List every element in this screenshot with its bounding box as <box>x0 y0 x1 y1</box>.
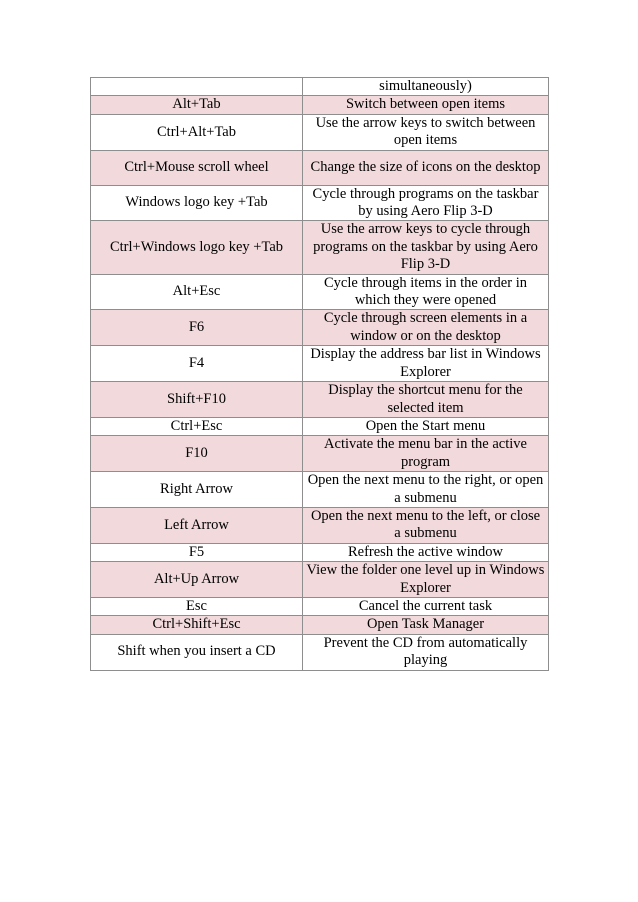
table-row <box>91 96 549 114</box>
table-row <box>91 382 549 418</box>
shortcut-key-cell: F6 <box>91 310 303 346</box>
table-row <box>91 78 549 96</box>
shortcut-description-cell: Open the next menu to the right, or open a submenu <box>303 472 549 508</box>
table-row <box>91 114 549 150</box>
shortcut-description-cell: Open Task Manager <box>303 616 549 634</box>
shortcut-key-cell: Esc <box>91 597 303 615</box>
shortcut-description-cell: Cycle through screen elements in a window or on the desktop <box>303 310 549 346</box>
shortcut-description-cell: Open the next menu to the left, or close a submenu <box>303 507 549 543</box>
shortcut-key-cell: Alt+Esc <box>91 274 303 310</box>
shortcut-description-cell: View the folder one level up in Windows Explorer <box>303 562 549 598</box>
table-row <box>91 436 549 472</box>
shortcut-description-cell: Cycle through items in the order in which they were opened <box>303 274 549 310</box>
table-row <box>91 221 549 274</box>
shortcut-key-cell: F4 <box>91 346 303 382</box>
shortcut-key-cell: Ctrl+Windows logo key +Tab <box>91 221 303 274</box>
shortcut-key-cell: Ctrl+Alt+Tab <box>91 114 303 150</box>
table-row <box>91 185 549 221</box>
table-row <box>91 346 549 382</box>
shortcut-description-cell: Cancel the current task <box>303 597 549 615</box>
table-row <box>91 472 549 508</box>
shortcut-description-cell: Switch between open items <box>303 96 549 114</box>
shortcut-key-cell: Shift+F10 <box>91 382 303 418</box>
shortcut-description-cell: Activate the menu bar in the active program <box>303 436 549 472</box>
shortcut-key-cell <box>91 78 303 96</box>
shortcut-description-cell: Use the arrow keys to cycle through programs on the taskbar by using Aero Flip 3-D <box>303 221 549 274</box>
shortcut-description-cell: Use the arrow keys to switch between open items <box>303 114 549 150</box>
shortcut-key-cell: F10 <box>91 436 303 472</box>
table-row <box>91 562 549 598</box>
shortcut-key-cell: Shift when you insert a CD <box>91 634 303 670</box>
table-row <box>91 597 549 615</box>
shortcut-description-cell: Change the size of icons on the desktop <box>303 150 549 185</box>
shortcut-key-cell: Alt+Tab <box>91 96 303 114</box>
shortcut-key-cell: Windows logo key +Tab <box>91 185 303 221</box>
keyboard-shortcuts-table <box>90 77 549 671</box>
shortcut-key-cell: Ctrl+Esc <box>91 417 303 435</box>
shortcut-description-cell: Prevent the CD from automatically playing <box>303 634 549 670</box>
shortcut-key-cell: Ctrl+Mouse scroll wheel <box>91 150 303 185</box>
shortcut-description-cell: Refresh the active window <box>303 543 549 561</box>
table-row <box>91 616 549 634</box>
shortcut-key-cell: Alt+Up Arrow <box>91 562 303 598</box>
shortcut-description-cell: simultaneously) <box>303 78 549 96</box>
shortcut-description-cell: Display the address bar list in Windows Explorer <box>303 346 549 382</box>
table-row <box>91 417 549 435</box>
shortcut-description-cell: Display the shortcut menu for the selected item <box>303 382 549 418</box>
shortcut-key-cell: Right Arrow <box>91 472 303 508</box>
table-row <box>91 543 549 561</box>
shortcut-key-cell: Ctrl+Shift+Esc <box>91 616 303 634</box>
shortcut-description-cell: Cycle through programs on the taskbar by using Aero Flip 3-D <box>303 185 549 221</box>
shortcut-key-cell: Left Arrow <box>91 507 303 543</box>
shortcut-key-cell: F5 <box>91 543 303 561</box>
table-row <box>91 150 549 185</box>
table-row <box>91 310 549 346</box>
shortcut-description-cell: Open the Start menu <box>303 417 549 435</box>
table-row <box>91 507 549 543</box>
table-row <box>91 634 549 670</box>
table-row <box>91 274 549 310</box>
